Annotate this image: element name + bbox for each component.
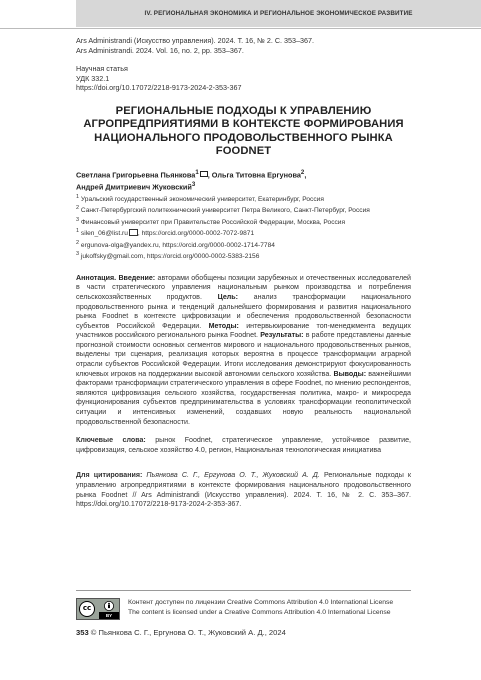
citation-label: Для цитирования:	[76, 471, 143, 480]
keywords-label: Ключевые слова:	[76, 436, 146, 445]
page-number: 353	[76, 628, 89, 637]
affiliation-item	[76, 204, 411, 215]
citation-authors: Пьянкова С. Г., Ергунова О. Т., Жуковский А. Д.	[142, 471, 320, 480]
udk-code: УДК 332.1	[76, 73, 110, 83]
author-name: Андрей Дмитриевич Жуковский	[76, 182, 192, 192]
contact-number: 1	[76, 228, 80, 235]
conclusions-label: Выводы:	[333, 369, 367, 378]
license-block	[76, 598, 411, 624]
cc-by-badge-icon[interactable]	[76, 598, 120, 620]
affiliation-number: 3	[76, 216, 80, 223]
citation-header-ru: Ars Administrandi (Искусство управления). 2024. Т. 16, № 2. С. 353–367.	[76, 36, 315, 45]
affiliation-marker: 3	[191, 181, 196, 189]
affiliation-marker: 2	[300, 168, 305, 176]
affiliation-text: Санкт-Петербургский политехнический университет Петра Великого, Санкт-Петербург, Россия	[80, 207, 370, 215]
affiliation-number: 2	[76, 205, 80, 212]
author-name: Светлана Григорьевна Пьянкова	[76, 170, 196, 180]
author-separator: ,	[304, 170, 307, 180]
contact-item	[76, 250, 411, 261]
contact-number: 3	[76, 251, 80, 258]
doi-link[interactable]: https://doi.org/10.17072/2218-9173-2024-2-353-367	[76, 83, 242, 93]
methods-text: интервьюирование топ-менеджмента ведущих участников российского регионального рынка Foodnet.	[76, 321, 411, 340]
keywords	[76, 436, 411, 455]
license-en[interactable]: The content is licensed under a Creative Commons Attribution 4.0 International License	[128, 608, 391, 616]
goal-text: анализ трансформации национального продовольственного рынка и тенденций дальнейшего формирования и развития национального рынка Foodnet в контексте цифровизации и обеспечения продовольственной безопасности субъектов Российской Федерации.	[76, 292, 411, 330]
author-name: , Ольга Титовна Ергунова	[207, 170, 301, 180]
person-icon	[101, 601, 117, 611]
abstract	[76, 274, 411, 428]
mail-icon	[129, 229, 138, 236]
page-footer	[76, 628, 411, 638]
section-title: IV. РЕГИОНАЛЬНАЯ ЭКОНОМИКА И РЕГИОНАЛЬНОЕ ЭКОНОМИЧЕСКОЕ РАЗВИТИЕ	[144, 10, 413, 17]
mail-icon	[200, 171, 208, 177]
orcid-link[interactable]: , https://orcid.org/0000-0002-7072-9871	[137, 230, 255, 238]
methods-label: Методы:	[208, 321, 239, 330]
article-front-matter	[76, 36, 411, 510]
contact-item	[76, 239, 411, 250]
intro-text: авторами обобщены позиции зарубежных и отечественных исследователей в части стратегического управления национальным рынком производства и потребления сельскохозяйственных продуктов.	[76, 273, 411, 301]
affiliation-marker: 1	[195, 168, 199, 176]
cc-logo-icon: cc	[79, 601, 95, 617]
email-link[interactable]: ergunova-olga@yandex.ru	[80, 241, 159, 249]
results-text: в работе представлены данные прогнозной стоимости основных сегментов мирового и национального продовольственных рынков, выделены три сценария, реализация которых вероятна в процессе трансформации аграрной отрасли субъектов Российской Федерации. Итоги исследования демонстрируют фокусированность ключевых игроков на поддержании высокой автономии сельского хозяйства.	[76, 331, 411, 378]
contact-number: 2	[76, 239, 80, 246]
keywords-text: рынок Foodnet, стратегическое управление, устойчивое развитие, цифровизация, сельское хозяйство 4.0, регион, Национальная технологическая инициатива	[76, 436, 411, 454]
by-label: BY	[99, 612, 119, 619]
affiliation-item	[76, 216, 411, 227]
citation-header-en: Ars Administrandi. 2024. Vol. 16, no. 2, pp. 353–367.	[76, 45, 244, 55]
citation-text: Региональные подходы к управлению агропредприятиями в контексте формирования национального продовольственного рынка Foodnet // Ars Administrandi (Искусство управления). 2024. Т. 16, № 2. С. 353–367. https://doi.org/10.17072/2218-9173-2024-2-353-367.	[76, 471, 411, 509]
abstract-label: Аннотация.	[76, 273, 117, 282]
article-title	[76, 105, 411, 159]
copyright-text: © Пьянкова С. Г., Ергунова О. Т., Жуковский А. Д., 2024	[88, 628, 286, 637]
license-divider	[76, 590, 411, 591]
goal-label: Цель:	[217, 292, 239, 301]
conclusions-text: важнейшими факторами трансформации стратегического управления в сфере Foodnet, по мнению респондентов, являются цифровизация сельского хозяйства, государственная политика, макро- и микросреда функционирования субъектов предпринимательства в условиях трансформации геополитической ситуации и интенсивных изменений, создавших новую реальность национальной продовольственной безопасности.	[76, 369, 411, 426]
intro-label: Введение:	[118, 273, 156, 282]
author-list	[76, 168, 411, 193]
affiliation-number: 1	[76, 193, 80, 200]
header-divider	[0, 28, 481, 29]
affiliation-text: Финансовый университет при Правительстве Российской Федерации, Москва, Россия	[80, 218, 346, 226]
orcid-link[interactable]: , https://orcid.org/0000-0002-5383-2156	[143, 253, 260, 261]
title-line: НАЦИОНАЛЬНОГО ПРОДОВОЛЬСТВЕННОГО РЫНКА FOODNET	[94, 131, 393, 158]
how-to-cite	[76, 471, 411, 509]
affiliations	[76, 193, 411, 262]
orcid-link[interactable]: , https://orcid.org/0000-0002-1714-7784	[158, 241, 275, 249]
email-link[interactable]: silen_06@list.ru	[80, 230, 128, 238]
article-type: Научная статья	[76, 64, 128, 74]
contact-item	[76, 227, 411, 238]
license-text	[128, 598, 393, 617]
running-header	[0, 0, 481, 27]
title-line: АГРОПРЕДПРИЯТИЯМИ В КОНТЕКСТЕ ФОРМИРОВАНИЯ	[83, 118, 404, 131]
affiliation-item	[76, 193, 411, 204]
title-line: РЕГИОНАЛЬНЫЕ ПОДХОДЫ К УПРАВЛЕНИЮ	[115, 104, 372, 117]
results-label: Результаты:	[260, 331, 304, 340]
affiliation-text: Уральский государственный экономический университет, Екатеринбург, Россия	[80, 196, 324, 203]
email-link[interactable]: jukoffsky@gmail.com	[80, 253, 144, 261]
license-ru[interactable]: Контент доступен по лицензии Creative Commons Attribution 4.0 International License	[128, 599, 394, 606]
